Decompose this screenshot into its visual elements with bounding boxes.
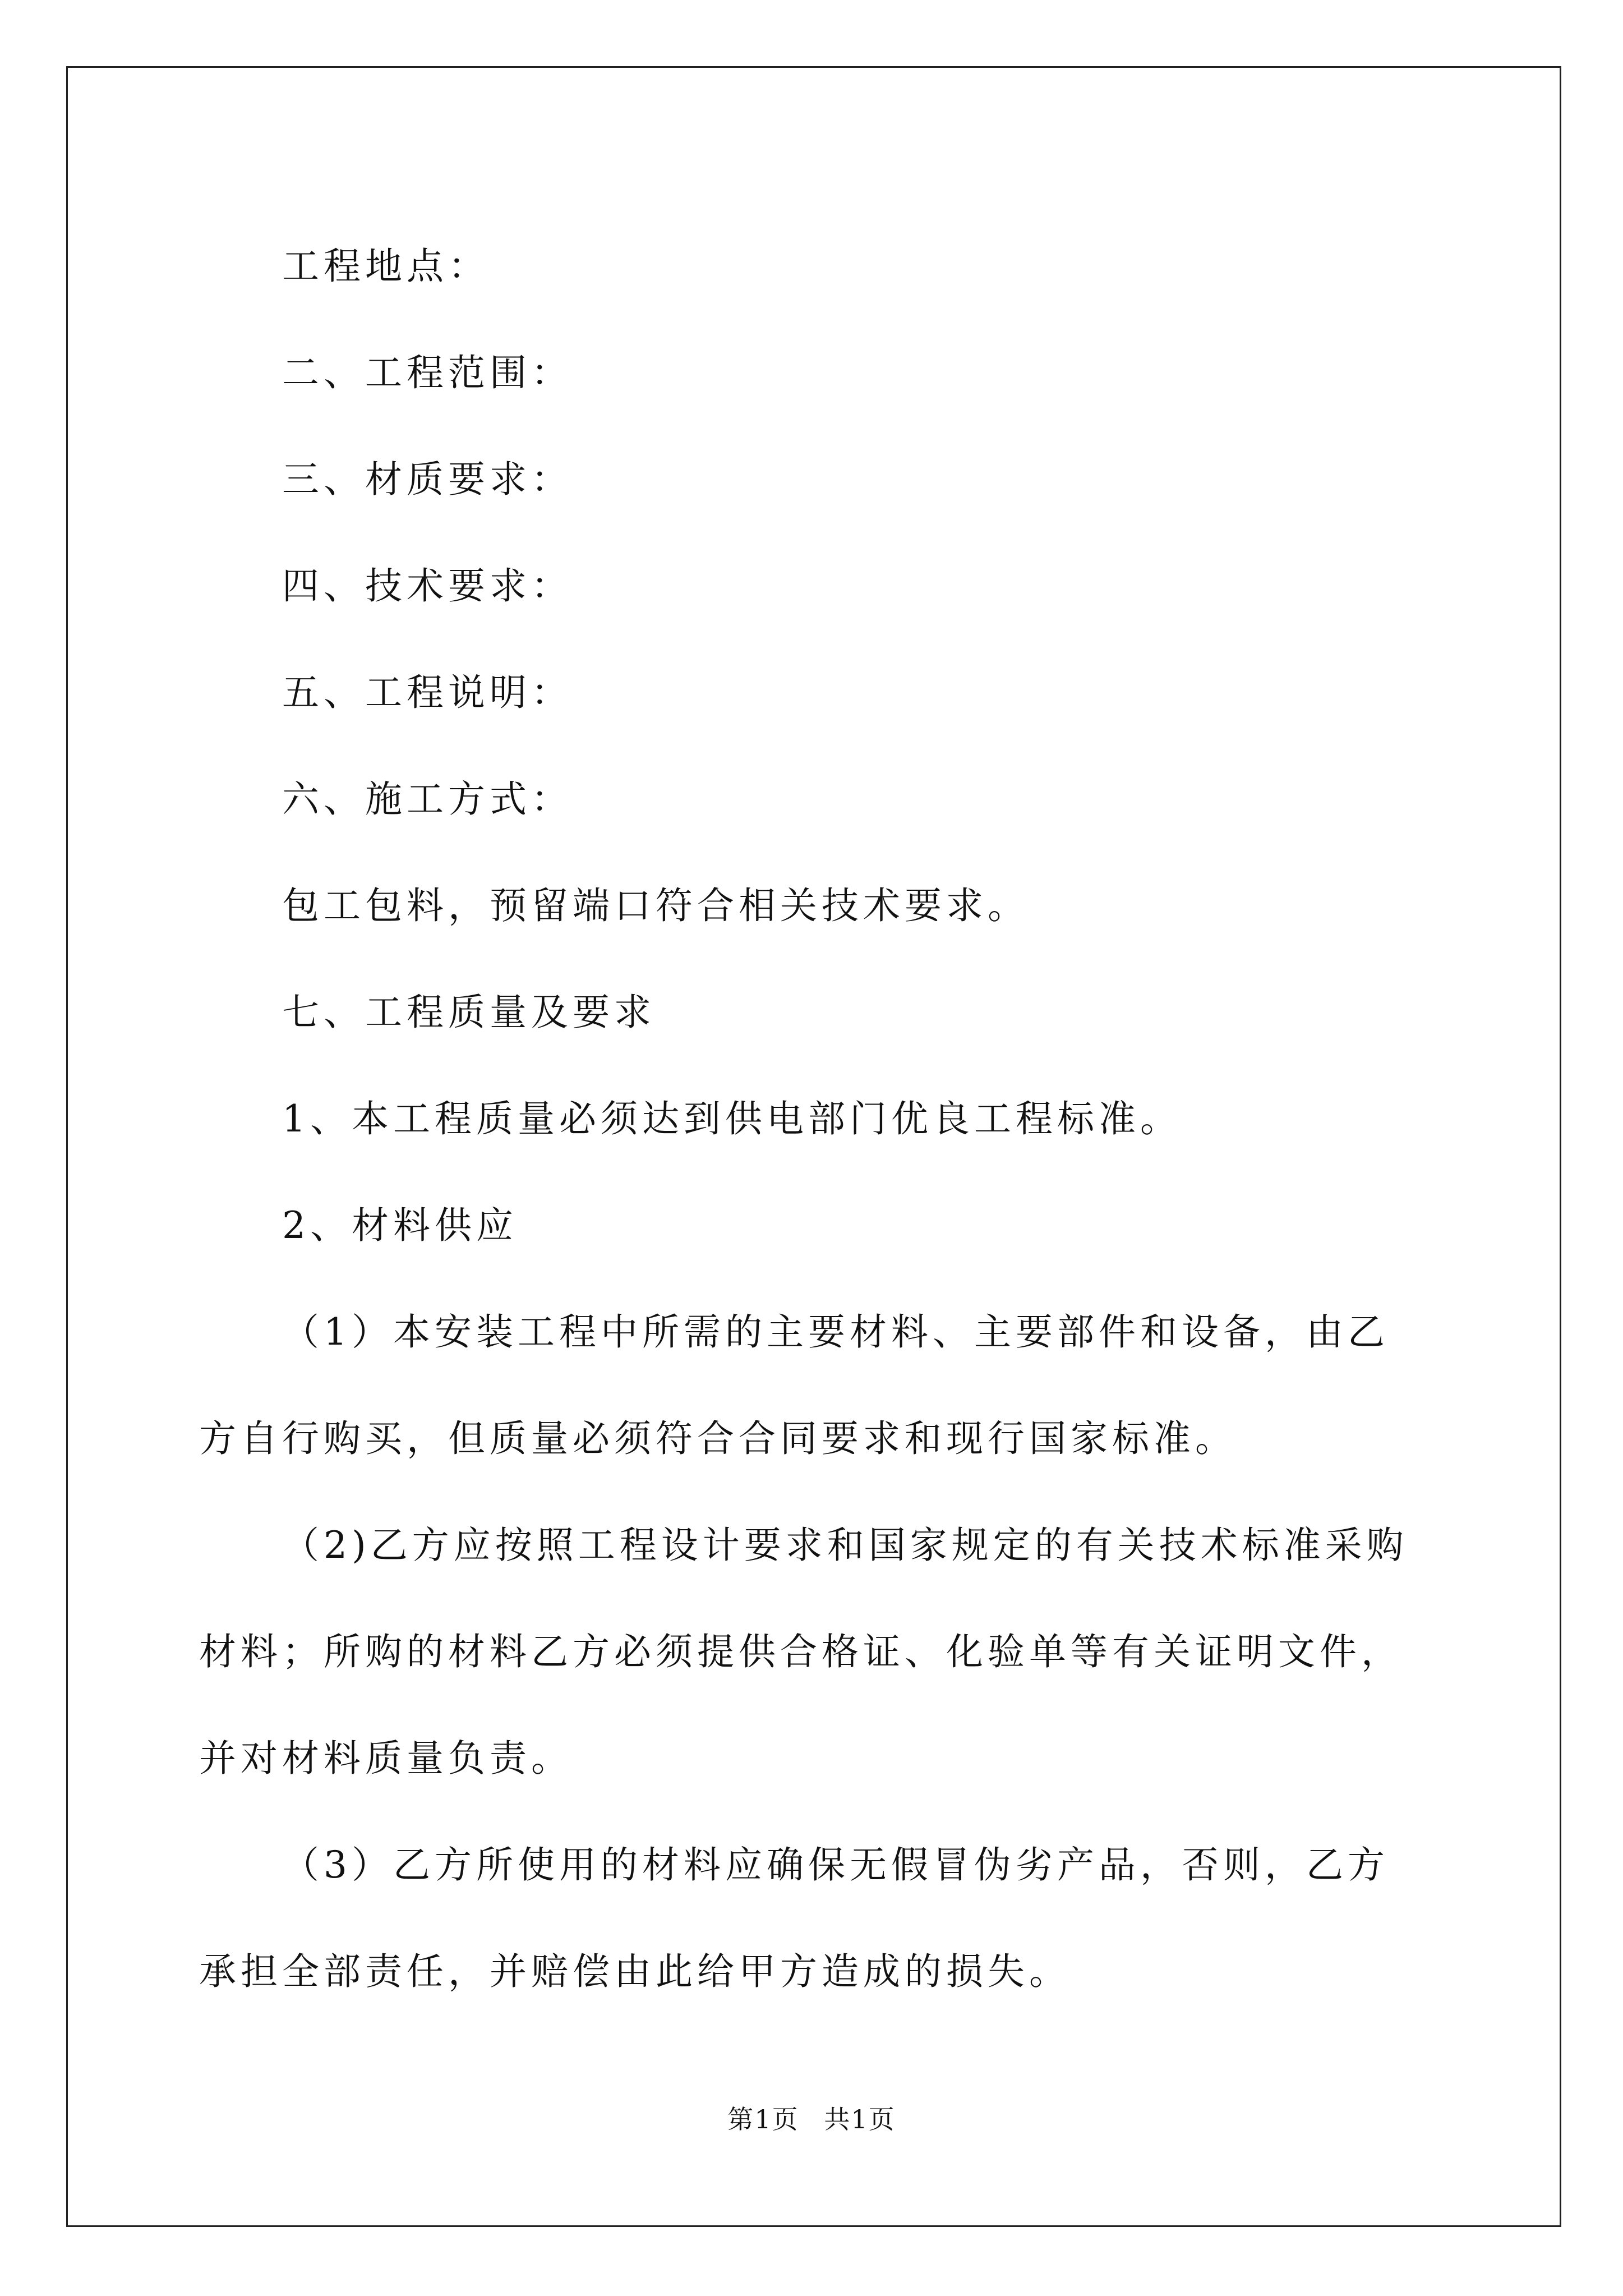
- paragraph-material-supply-1: （1）本安装工程中所需的主要材料、主要部件和设备，由乙方自行购买，但质量必须符合合同要求和现行国家标准。: [199, 1310, 1389, 1460]
- paragraph-material-supply-heading: 2、材料供应: [282, 1204, 518, 1247]
- document-body: [199, 213, 1427, 2025]
- paragraph-construction-method-detail: 包工包料，预留端口符合相关技术要求。: [282, 884, 1029, 927]
- page-number-current: 第1页: [727, 2104, 799, 2134]
- paragraph-quality-heading: 七、工程质量及要求: [282, 991, 656, 1034]
- paragraph-quality-item-1: 1、本工程质量必须达到供电部门优良工程标准。: [282, 1097, 1182, 1140]
- paragraph-material-supply-3: （3）乙方所使用的材料应确保无假冒伪劣产品，否则，乙方承担全部责任，并赔偿由此给甲方造成的损失。: [199, 1843, 1389, 1993]
- paragraph-project-scope: 二、工程范围：: [282, 351, 573, 394]
- paragraph-project-location: 工程地点：: [282, 245, 490, 288]
- page-footer: [0, 2102, 1623, 2136]
- page-number-total: 共1页: [824, 2104, 896, 2134]
- paragraph-material-supply-2: （2)乙方应按照工程设计要求和国家规定的有关技术标准采购材料；所购的材料乙方必须提供合格证、化验单等有关证明文件，并对材料质量负责。: [199, 1524, 1408, 1780]
- paragraph-technical-requirements: 四、技术要求：: [282, 564, 573, 608]
- paragraph-material-requirements: 三、材质要求：: [282, 458, 573, 501]
- paragraph-project-description: 五、工程说明：: [282, 671, 573, 714]
- paragraph-construction-method: 六、施工方式：: [282, 777, 573, 821]
